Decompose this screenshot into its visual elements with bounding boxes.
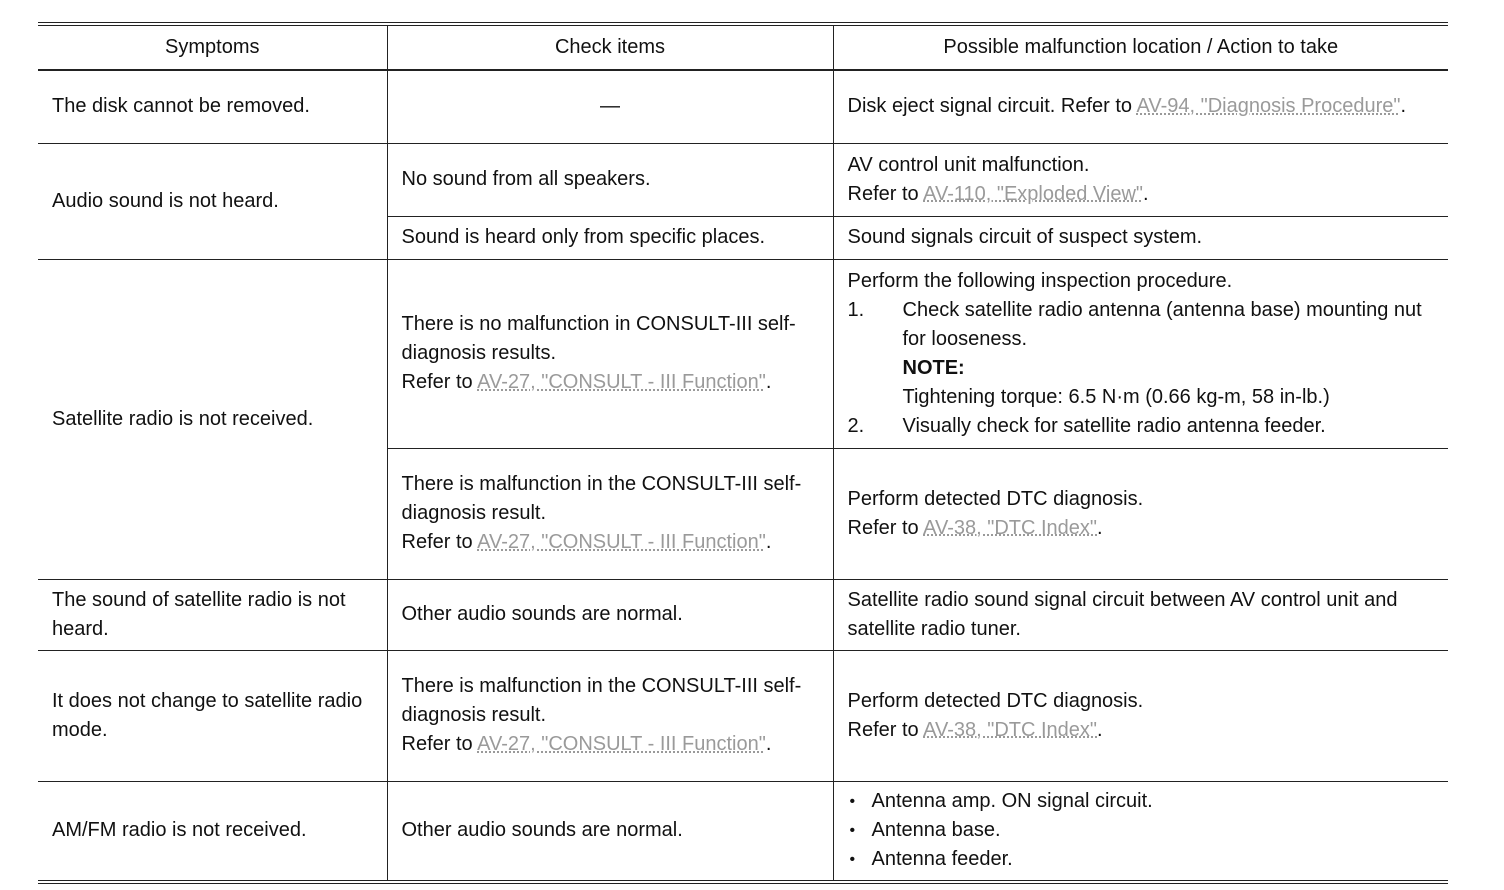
action-cell <box>833 70 1448 143</box>
check-cell <box>387 259 833 448</box>
troubleshooting-table <box>38 22 1448 884</box>
check-cell: — <box>387 70 833 143</box>
action-text: AV control unit malfunction. <box>847 153 1090 176</box>
action-text: Perform detected DTC diagnosis. <box>847 487 1144 510</box>
reference-link[interactable]: AV-110, "Exploded View" <box>923 182 1144 205</box>
check-text: There is no malfunction in CONSULT-III self-diagnosis results. <box>401 313 796 364</box>
action-cell <box>833 448 1448 579</box>
note-text: Tightening torque: 6.5 N·m (0.66 kg-m, 58 in-lb.) <box>902 385 1330 408</box>
check-cell: Other audio sounds are normal. <box>387 781 833 882</box>
table-row-sat-sound <box>38 579 1448 650</box>
step-item <box>848 296 1435 412</box>
period: . <box>765 733 772 755</box>
symptom-cell: The sound of satellite radio is not heard. <box>38 579 387 650</box>
refer-text: Refer to <box>847 718 924 741</box>
action-cell <box>833 650 1448 781</box>
symptom-cell: Audio sound is not heard. <box>38 143 387 259</box>
header-action: Possible malfunction location / Action to take <box>833 24 1448 70</box>
check-cell <box>387 448 833 579</box>
action-bullet-list <box>848 787 1435 874</box>
table-row-satellite-1 <box>38 259 1448 448</box>
action-text: Disk eject signal circuit. Refer to <box>847 95 1137 118</box>
table-row-audio-1 <box>38 143 1448 216</box>
check-text: There is malfunction in the CONSULT-III self-diagnosis result. <box>401 675 802 726</box>
step-number: 1. <box>847 298 865 321</box>
period: . <box>1400 95 1407 118</box>
list-item: • Antenna feeder. <box>848 845 1435 874</box>
table-row-disk <box>38 70 1448 143</box>
check-cell: Other audio sounds are normal. <box>387 579 833 650</box>
table-row-sat-mode <box>38 650 1448 781</box>
table-row-amfm <box>38 781 1448 882</box>
action-text: Perform detected DTC diagnosis. <box>847 689 1144 712</box>
reference-link[interactable]: AV-94, "Diagnosis Procedure" <box>1136 95 1401 118</box>
check-text: There is malfunction in the CONSULT-III self-diagnosis result. <box>401 473 802 524</box>
action-cell <box>833 259 1448 448</box>
symptom-cell: Satellite radio is not received. <box>38 259 387 579</box>
period: . <box>765 531 772 553</box>
period: . <box>1143 182 1149 205</box>
symptom-cell: The disk cannot be removed. <box>38 70 387 143</box>
check-cell: No sound from all speakers. <box>387 143 833 216</box>
action-cell <box>833 781 1448 882</box>
period: . <box>765 371 772 393</box>
refer-text: Refer to <box>401 531 478 553</box>
step-number: 2. <box>847 414 865 437</box>
reference-link[interactable]: AV-27, "CONSULT - III Function" <box>477 371 766 393</box>
symptom-cell: It does not change to satellite radio mode. <box>38 650 387 781</box>
header-row <box>38 24 1448 70</box>
reference-link[interactable]: AV-38, "DTC Index" <box>923 516 1098 539</box>
inspection-steps <box>848 296 1435 441</box>
list-item: • Antenna base. <box>848 816 1435 845</box>
header-check-items: Check items <box>387 24 833 70</box>
check-cell: Sound is heard only from specific places. <box>387 216 833 259</box>
refer-text: Refer to <box>847 182 924 205</box>
period: . <box>1097 718 1103 741</box>
refer-text: Refer to <box>847 516 924 539</box>
reference-link[interactable]: AV-38, "DTC Index" <box>923 718 1098 741</box>
step-text: Check satellite radio antenna (antenna base) mounting nut for looseness. <box>902 298 1422 350</box>
action-cell: Satellite radio sound signal circuit between AV control unit and satellite radio tuner. <box>833 579 1448 650</box>
step-item <box>848 412 1435 441</box>
action-intro: Perform the following inspection procedure. <box>847 269 1233 292</box>
period: . <box>1097 516 1103 539</box>
reference-link[interactable]: AV-27, "CONSULT - III Function" <box>477 531 766 553</box>
header-symptoms: Symptoms <box>38 24 387 70</box>
step-text: Visually check for satellite radio antenna feeder. <box>902 414 1326 437</box>
reference-link[interactable]: AV-27, "CONSULT - III Function" <box>477 733 766 755</box>
list-item: • Antenna amp. ON signal circuit. <box>848 787 1435 816</box>
check-cell <box>387 650 833 781</box>
refer-text: Refer to <box>401 371 478 393</box>
refer-text: Refer to <box>401 733 478 755</box>
action-cell: Sound signals circuit of suspect system. <box>833 216 1448 259</box>
action-cell <box>833 143 1448 216</box>
symptom-cell: AM/FM radio is not received. <box>38 781 387 882</box>
note-label: NOTE: <box>902 356 965 379</box>
